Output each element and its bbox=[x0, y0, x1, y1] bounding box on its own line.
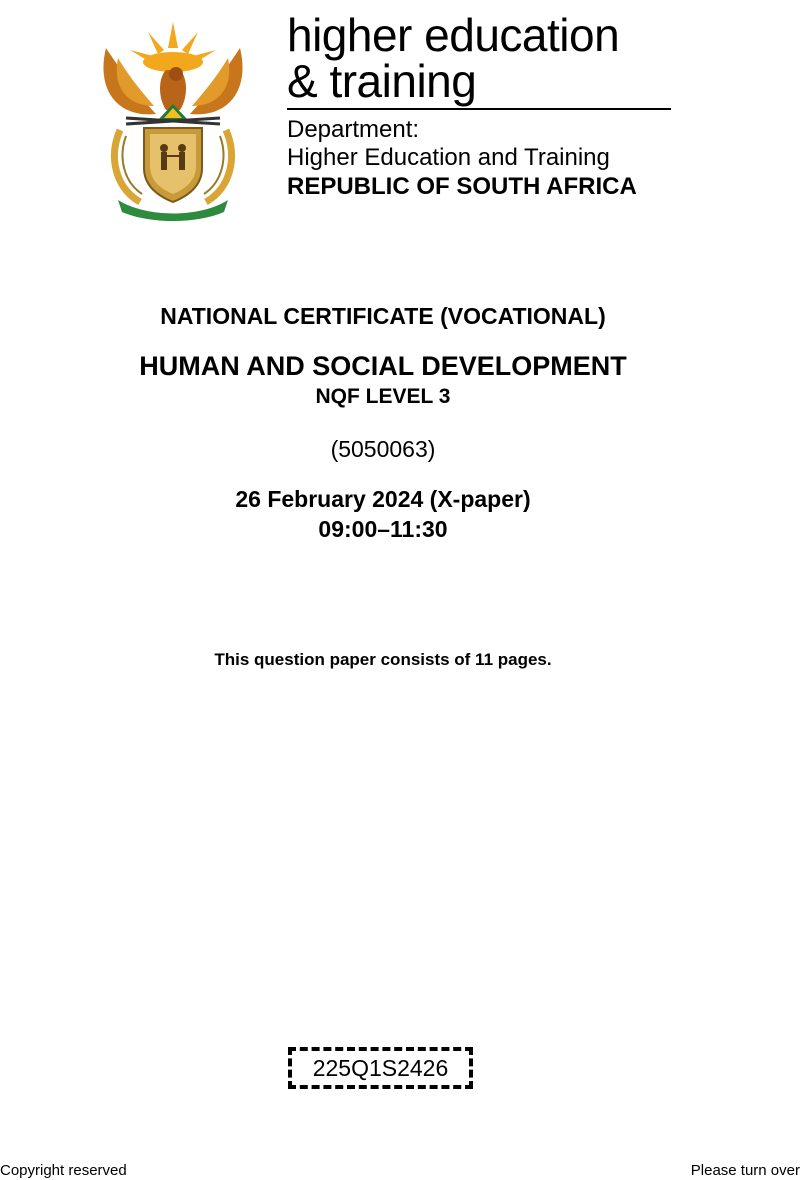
brand-divider bbox=[287, 108, 671, 110]
nqf-level: NQF LEVEL 3 bbox=[315, 385, 451, 408]
country-name: REPUBLIC OF SOUTH AFRICA bbox=[287, 173, 637, 200]
coat-of-arms-icon bbox=[96, 18, 250, 222]
exam-time: 09:00–11:30 bbox=[318, 516, 448, 542]
turn-over-footer: Please turn over bbox=[690, 1162, 800, 1179]
certificate-title: NATIONAL CERTIFICATE (VOCATIONAL) bbox=[160, 303, 606, 329]
paper-code-box bbox=[288, 1047, 473, 1089]
subject-code: (5050063) bbox=[330, 436, 436, 462]
subject-title: HUMAN AND SOCIAL DEVELOPMENT bbox=[139, 351, 627, 381]
department-name: Higher Education and Training bbox=[287, 144, 610, 171]
brand-line-2: & training bbox=[287, 55, 477, 107]
exam-date: 26 February 2024 (X-paper) bbox=[235, 486, 531, 512]
copyright-footer: Copyright reserved bbox=[0, 1162, 127, 1179]
paper-code: 225Q1S2426 bbox=[312, 1054, 449, 1081]
department-label: Department: bbox=[287, 116, 420, 143]
department-logo-text bbox=[287, 9, 677, 202]
brand-line-1: higher education bbox=[287, 9, 620, 61]
page-count-note: This question paper consists of 11 pages. bbox=[214, 650, 552, 669]
